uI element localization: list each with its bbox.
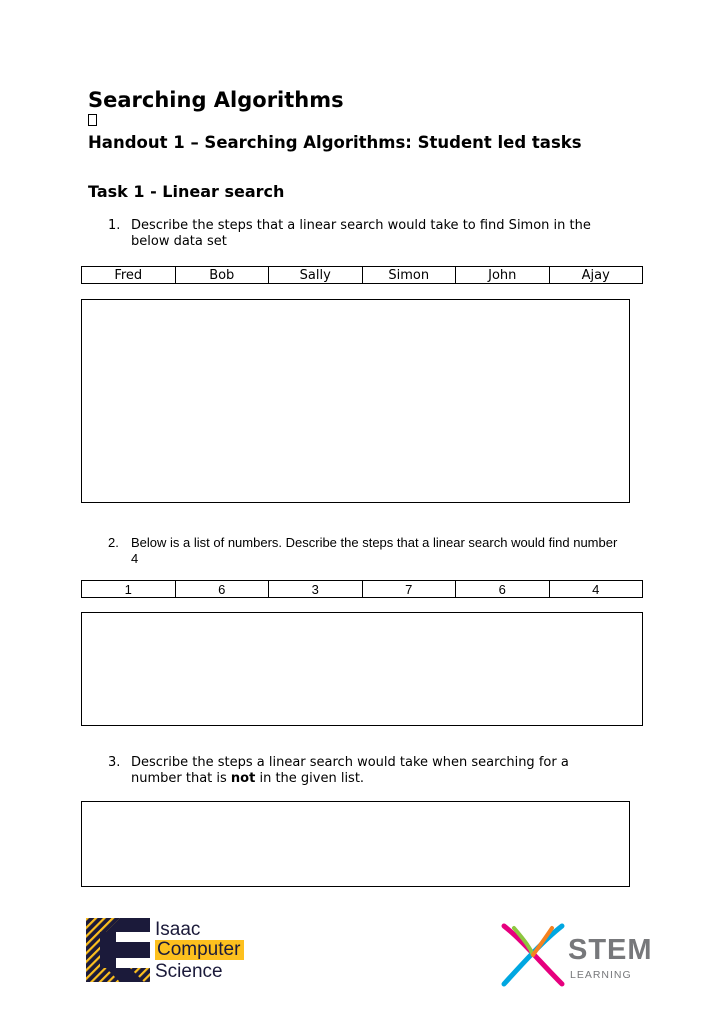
handout-title: Handout 1 – Searching Algorithms: Student led tasks <box>88 133 582 152</box>
stem-logo-text: STEM <box>568 934 653 966</box>
isaac-logo-icon <box>86 918 150 982</box>
question-line: Describe the steps a linear search would take when searching for a <box>131 755 569 770</box>
question-line: number that is <box>131 771 231 786</box>
question-number: 1. <box>108 218 121 233</box>
table-cell: Bob <box>175 267 269 284</box>
isaac-computer-science-logo <box>86 918 276 984</box>
isaac-logo-text: Isaac <box>155 919 201 940</box>
question-line: in the given list. <box>255 771 365 786</box>
answer-box-1[interactable] <box>81 299 630 503</box>
question-text <box>131 755 569 787</box>
question-line: Below is a list of numbers. Describe the steps that a linear search would find number <box>131 535 618 550</box>
table-cell: Simon <box>362 267 456 284</box>
table-cell: 7 <box>362 581 456 598</box>
isaac-logo-text: Computer <box>155 940 244 960</box>
question-line: 4 <box>131 551 139 566</box>
table-cell: Ajay <box>549 267 643 284</box>
question-text <box>131 218 591 250</box>
table-row <box>82 267 643 284</box>
table-cell: Fred <box>82 267 176 284</box>
table-row <box>82 581 643 598</box>
question-line: Describe the steps that a linear search would take to find Simon in the <box>131 218 591 233</box>
numbers-table <box>81 580 643 598</box>
table-cell: 1 <box>82 581 176 598</box>
page-title: Searching Algorithms <box>88 88 344 112</box>
question-number: 2. <box>108 535 119 550</box>
table-cell: 4 <box>549 581 643 598</box>
stem-logo-subtext: LEARNING <box>570 969 632 981</box>
question-line: below data set <box>131 234 227 249</box>
emphasis-not: not <box>230 771 256 786</box>
question-text <box>131 535 617 567</box>
names-table <box>81 266 643 284</box>
isaac-logo-text: Science <box>155 961 223 982</box>
table-cell: John <box>456 267 550 284</box>
question-number: 3. <box>108 755 121 770</box>
stem-learning-logo <box>500 922 660 992</box>
table-cell: 6 <box>456 581 550 598</box>
table-cell: 3 <box>269 581 363 598</box>
answer-box-3[interactable] <box>81 801 630 887</box>
table-cell: 6 <box>175 581 269 598</box>
answer-box-2[interactable] <box>81 612 643 726</box>
stem-x-icon <box>500 922 566 988</box>
missing-glyph-icon <box>88 114 97 126</box>
task-heading: Task 1 - Linear search <box>88 182 285 201</box>
table-cell: Sally <box>269 267 363 284</box>
